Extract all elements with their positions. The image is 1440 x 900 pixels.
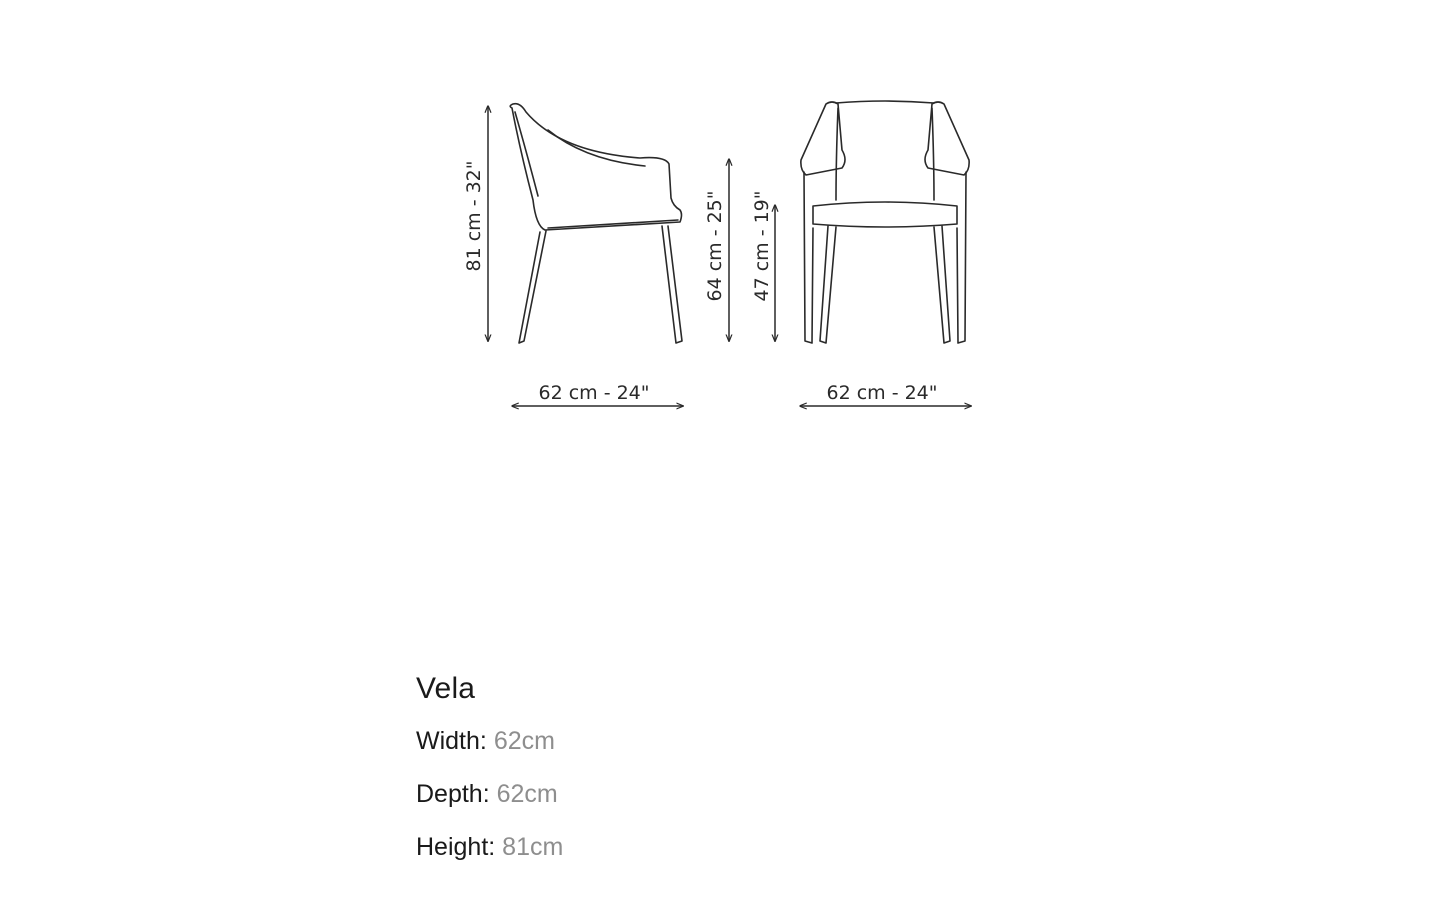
dimension-lines [488,106,971,406]
chair-side-view [510,104,682,343]
spec-label: Height: [416,833,496,861]
spec-height [416,832,563,862]
product-info [416,672,563,885]
side-depth-label: 62 cm - 24" [538,382,650,404]
spec-value: 62cm [496,780,558,808]
spec-value: 81cm [502,833,564,861]
chair-front-view [801,101,969,343]
arm-height-label: 64 cm - 25" [704,190,726,302]
side-height-label: 81 cm - 32" [463,160,485,272]
spec-label: Width: [416,727,487,755]
spec-value: 62cm [493,727,555,755]
spec-width [416,726,563,756]
product-name: Vela [416,672,476,705]
seat-height-label: 47 cm - 19" [751,190,773,302]
spec-label: Depth: [416,780,490,808]
front-width-label: 62 cm - 24" [826,382,938,404]
spec-depth [416,779,563,809]
